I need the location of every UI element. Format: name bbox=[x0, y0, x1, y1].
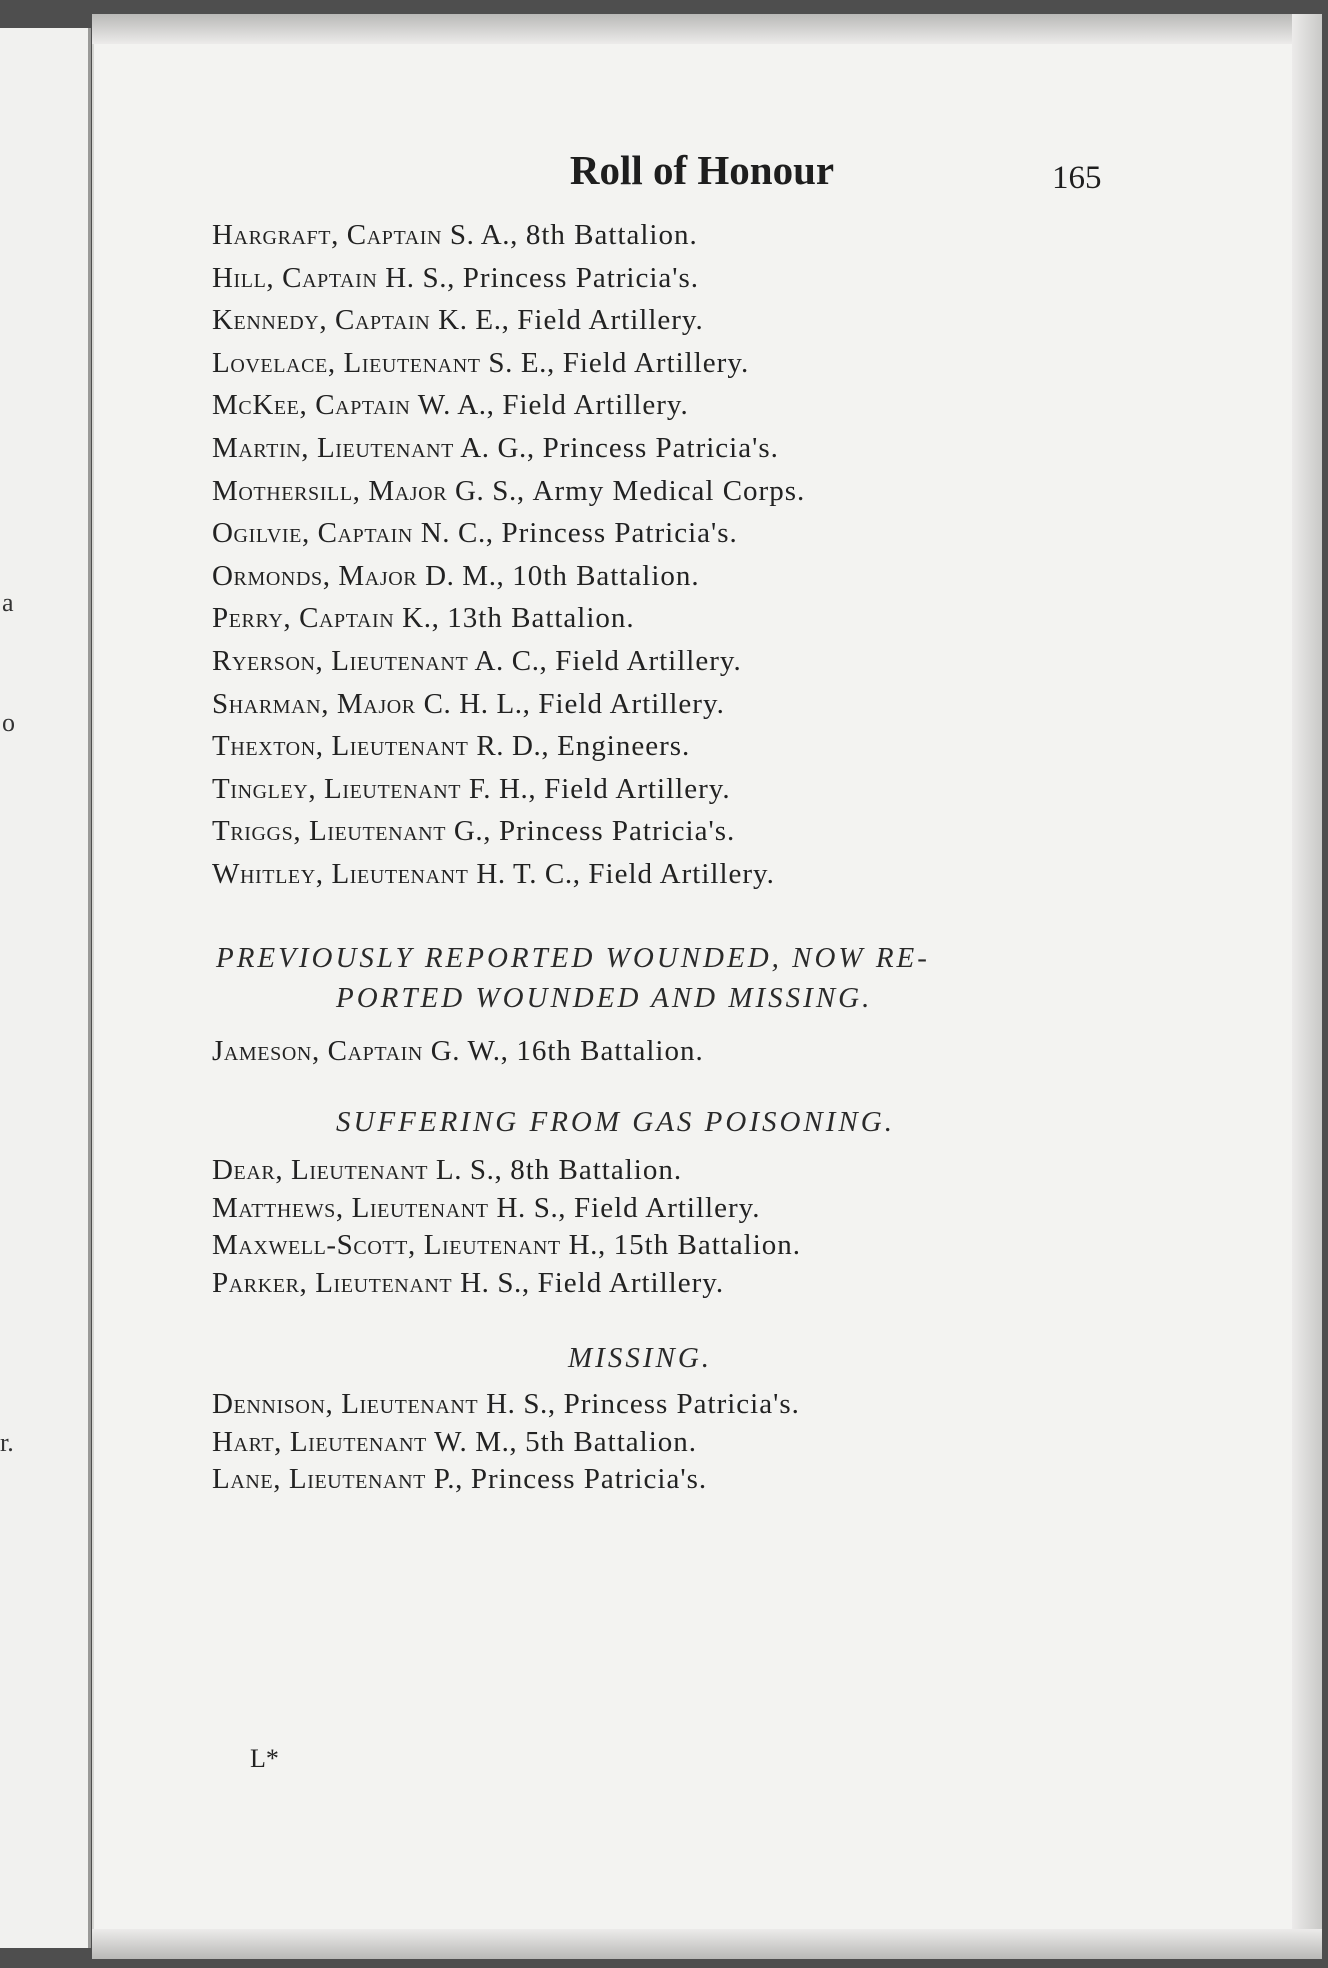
roll-entry bbox=[212, 1227, 1212, 1265]
main-roll-list bbox=[212, 214, 1212, 896]
entry-name: Hargraft, Captain S. A., bbox=[212, 219, 518, 251]
entry-name: Matthews, Lieutenant H. S., bbox=[212, 1191, 567, 1224]
entry-unit: 5th Battalion. bbox=[525, 1425, 698, 1458]
entry-name: Dennison, Lieutenant H. S., bbox=[212, 1388, 556, 1420]
entry-unit: 16th Battalion. bbox=[516, 1035, 704, 1067]
entry-name: Triggs, Lieutenant G., bbox=[212, 815, 492, 848]
entry-unit: Field Artillery. bbox=[544, 772, 731, 805]
wounded-missing-list bbox=[212, 1030, 1212, 1073]
roll-entry bbox=[212, 1461, 1212, 1499]
entry-name: Whitley, Lieutenant H. T. C., bbox=[212, 857, 581, 890]
entry-name: Tingley, Lieutenant F. H., bbox=[212, 772, 537, 805]
entry-name: Lane, Lieutenant P., bbox=[212, 1463, 463, 1495]
signature-mark: L* bbox=[250, 1744, 279, 1773]
entry-name: Ogilvie, Captain N. C., bbox=[212, 517, 494, 550]
roll-entry bbox=[212, 640, 1212, 683]
left-page-edge bbox=[0, 28, 91, 1948]
roll-entry bbox=[212, 1190, 1212, 1228]
roll-entry bbox=[212, 299, 1212, 342]
entry-name: Ormonds, Major D. M., bbox=[212, 559, 505, 592]
entry-unit: Field Artillery. bbox=[574, 1191, 761, 1224]
missing-list bbox=[212, 1386, 1212, 1499]
entry-name: McKee, Captain W. A., bbox=[212, 389, 495, 422]
entry-unit: Princess Patricia's. bbox=[501, 517, 738, 550]
roll-entry bbox=[212, 427, 1212, 470]
left-page-fragment: a bbox=[2, 588, 14, 617]
left-page-fragment: o bbox=[2, 708, 15, 737]
entry-name: Hill, Captain H. S., bbox=[212, 261, 455, 294]
entry-name: Perry, Captain K., bbox=[212, 602, 440, 635]
roll-entry bbox=[212, 555, 1212, 598]
roll-entry bbox=[212, 1424, 1212, 1462]
roll-entry bbox=[212, 1265, 1212, 1303]
roll-entry bbox=[212, 768, 1212, 811]
running-title: Roll of Honour bbox=[569, 147, 835, 193]
roll-entry bbox=[212, 257, 1212, 300]
roll-entry bbox=[212, 1386, 1212, 1424]
entry-unit: Field Artillery. bbox=[588, 857, 775, 890]
entry-unit: Princess Patricia's. bbox=[542, 431, 779, 464]
entry-name: Martin, Lieutenant A. G., bbox=[212, 431, 535, 464]
roll-entry bbox=[212, 1152, 1212, 1190]
entry-unit: 13th Battalion. bbox=[447, 602, 635, 635]
section-heading-missing: MISSING. bbox=[568, 1342, 713, 1374]
entry-unit: Princess Patricia's. bbox=[462, 261, 700, 294]
roll-entry bbox=[212, 810, 1212, 853]
section-heading-wounded-line2: PORTED WOUNDED AND MISSING. bbox=[336, 982, 873, 1014]
page-number: 165 bbox=[1052, 160, 1102, 196]
left-page-fragment: r. bbox=[0, 1428, 14, 1457]
entry-name: Dear, Lieutenant L. S., bbox=[212, 1154, 503, 1186]
roll-entry bbox=[212, 470, 1212, 513]
entry-unit: 15th Battalion. bbox=[613, 1229, 802, 1261]
entry-unit: Field Artillery. bbox=[562, 346, 750, 379]
entry-unit: Princess Patricia's. bbox=[499, 815, 736, 848]
entry-unit: Army Medical Corps. bbox=[532, 474, 806, 507]
roll-entry bbox=[212, 853, 1212, 896]
entry-unit: Field Artillery. bbox=[555, 644, 742, 677]
entry-name: Thexton, Lieutenant R. D., bbox=[212, 730, 550, 763]
entry-name: Ryerson, Lieutenant A. C., bbox=[212, 644, 548, 677]
entry-name: Parker, Lieutenant H. S., bbox=[212, 1266, 530, 1299]
entry-unit: Field Artillery. bbox=[502, 389, 689, 422]
roll-entry bbox=[212, 512, 1212, 555]
book-page bbox=[92, 14, 1322, 1959]
section-heading-gas: SUFFERING FROM GAS POISONING. bbox=[336, 1106, 895, 1138]
entry-unit: 10th Battalion. bbox=[512, 559, 700, 592]
entry-name: Lovelace, Lieutenant S. E., bbox=[212, 346, 555, 379]
section-heading-wounded-line1: PREVIOUSLY REPORTED WOUNDED, NOW RE- bbox=[216, 942, 930, 974]
gas-poisoning-list bbox=[212, 1152, 1212, 1302]
roll-entry bbox=[212, 683, 1212, 726]
entry-unit: 8th Battalion. bbox=[525, 219, 698, 251]
entry-unit: 8th Battalion. bbox=[510, 1154, 683, 1186]
entry-name: Mothersill, Major G. S., bbox=[212, 474, 525, 507]
entry-unit: Princess Patricia's. bbox=[470, 1463, 708, 1495]
entry-name: Kennedy, Captain K. E., bbox=[212, 304, 510, 337]
entry-name: Hart, Lieutenant W. M., bbox=[212, 1425, 518, 1458]
entry-unit: Field Artillery. bbox=[517, 304, 704, 337]
roll-entry bbox=[212, 597, 1212, 640]
entry-unit: Field Artillery. bbox=[538, 687, 725, 720]
entry-unit: Engineers. bbox=[557, 730, 691, 763]
entry-name: Sharman, Major C. H. L., bbox=[212, 687, 531, 720]
roll-entry bbox=[212, 1030, 1212, 1073]
entry-unit: Princess Patricia's. bbox=[563, 1388, 800, 1420]
roll-entry bbox=[212, 214, 1212, 257]
roll-entry bbox=[212, 342, 1212, 385]
roll-entry bbox=[212, 725, 1212, 768]
entry-name: Maxwell-Scott, Lieutenant H., bbox=[212, 1229, 606, 1261]
entry-unit: Field Artillery. bbox=[537, 1266, 725, 1299]
roll-entry bbox=[212, 384, 1212, 427]
page-text bbox=[92, 14, 1322, 1959]
entry-name: Jameson, Captain G. W., bbox=[212, 1035, 509, 1067]
